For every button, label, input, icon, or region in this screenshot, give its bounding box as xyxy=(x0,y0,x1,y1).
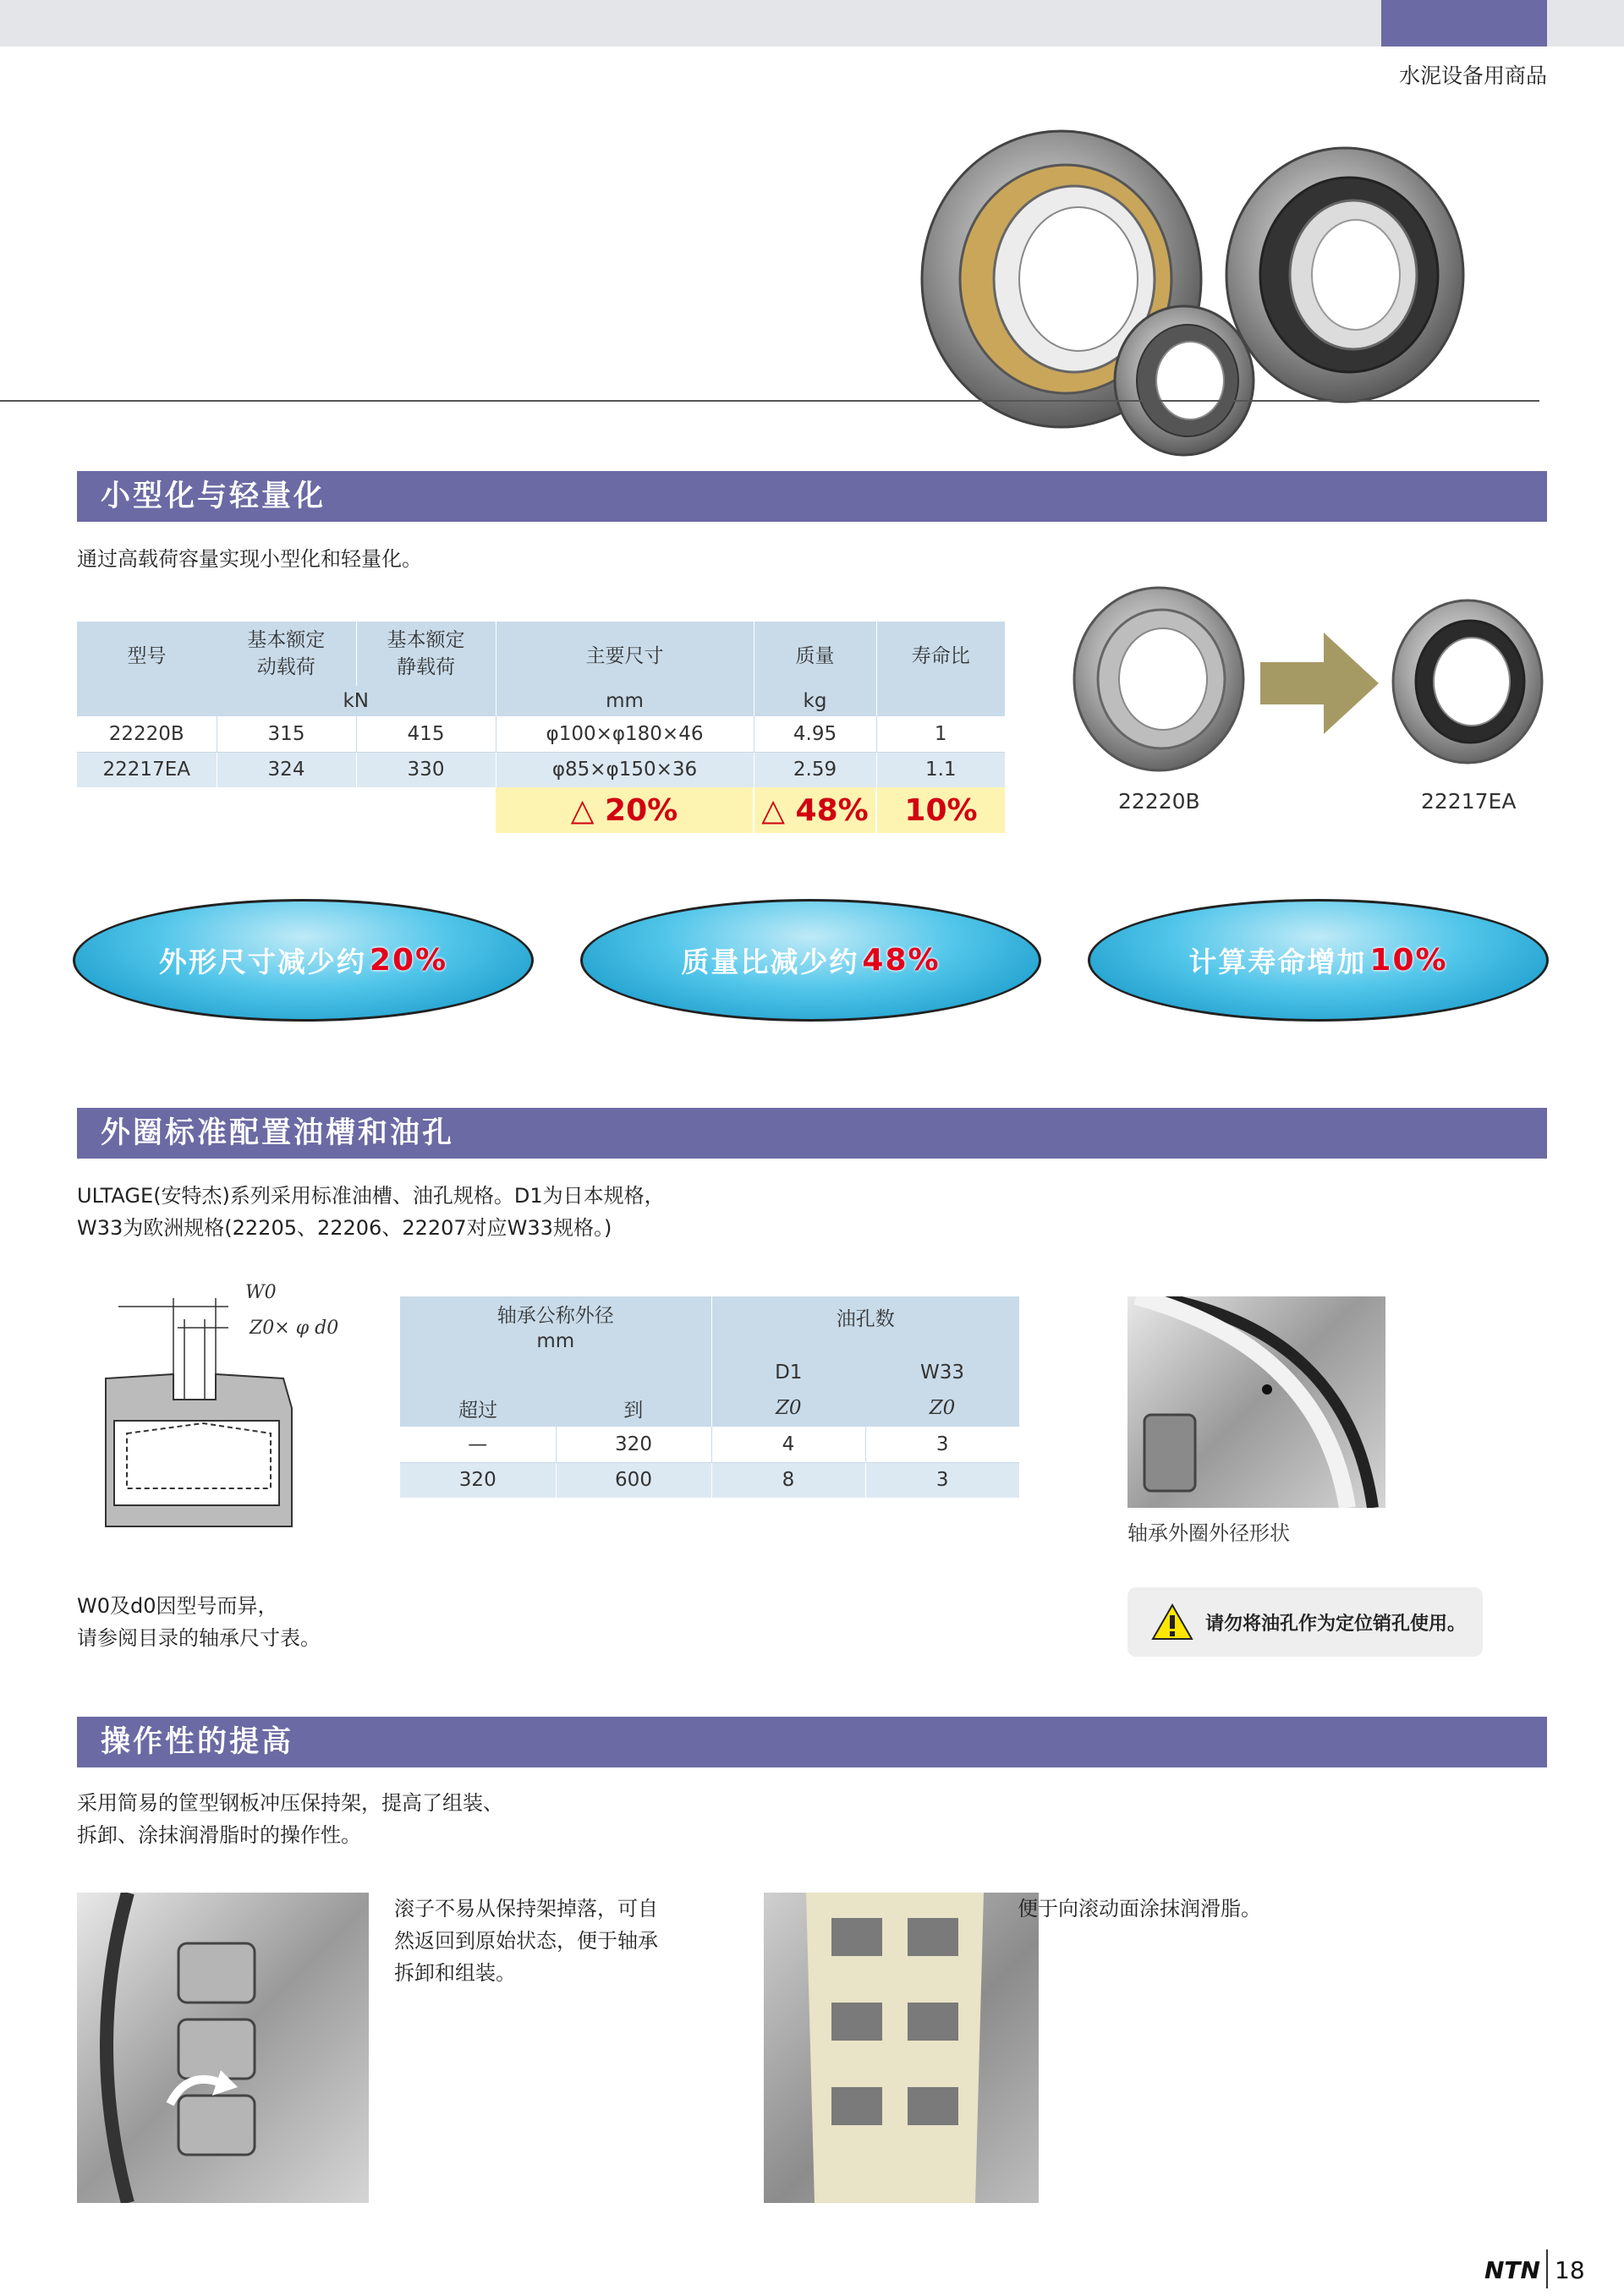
outer-ring-photo xyxy=(1127,1296,1385,1508)
diagram-z0-label: Z0× φ d0 xyxy=(250,1318,339,1339)
badge-size-reduction: 外形尺寸减少约 20% xyxy=(73,899,534,1022)
col-header-holes: 油孔数 xyxy=(711,1296,1019,1356)
hero-bearings-image xyxy=(905,118,1497,457)
table-row: — 320 4 3 xyxy=(400,1427,1019,1462)
warning-text: 请勿将油孔作为定位销孔使用。 xyxy=(1205,1613,1467,1635)
badge-life-increase: 计算寿命增加 10% xyxy=(1088,899,1549,1022)
desc-grease: 便于向滚动面涂抹润滑脂。 xyxy=(1018,1897,1261,1921)
section-title-oil-groove: 外圈标准配置油槽和油孔 xyxy=(77,1108,1547,1159)
category-label: 水泥设备用商品 xyxy=(1398,63,1547,88)
compare-label-right: 22217EA xyxy=(1421,789,1517,814)
grease-photo xyxy=(764,1893,1039,2203)
unit-mass: kg xyxy=(754,686,876,716)
unit-load: kN xyxy=(343,690,370,712)
col-header-mass: 质量 xyxy=(754,622,876,686)
diff-dims: △ 20% xyxy=(496,787,754,833)
spec-comparison-table xyxy=(77,622,1005,833)
section2-note: W0及d0因型号而异， 请参阅目录的轴承尺寸表。 xyxy=(77,1594,321,1650)
col-header-life: 寿命比 xyxy=(876,622,1005,686)
warning-icon xyxy=(1151,1603,1193,1641)
footer-divider xyxy=(1546,2249,1548,2288)
cage-roller-photo xyxy=(77,1893,369,2203)
top-band xyxy=(0,0,1624,47)
desc-roller: 滚子不易从保持架掉落，可自 然返回到原始状态，便于轴承 拆卸和组装。 xyxy=(394,1897,658,1985)
col-header-w33: W33 xyxy=(919,1362,964,1384)
oil-groove-diagram xyxy=(102,1273,355,1543)
unit-dims: mm xyxy=(496,686,754,716)
page-number: 18 xyxy=(1555,2256,1585,2284)
col-header-to: 到 xyxy=(623,1399,644,1422)
warning-box xyxy=(1127,1587,1483,1657)
ntn-logo: NTN xyxy=(1484,2256,1540,2284)
diff-mass: △ 48% xyxy=(754,787,876,833)
compare-label-left: 22220B xyxy=(1118,789,1200,814)
col-header-dynamic: 基本额定 动载荷 xyxy=(247,629,326,678)
col-header-d1: D1 xyxy=(711,1356,865,1389)
divider-line xyxy=(0,400,1539,402)
diff-life: 10% xyxy=(876,787,1005,833)
col-header-over: 超过 xyxy=(458,1399,497,1422)
section-title-operability: 操作性的提高 xyxy=(77,1717,1547,1767)
top-accent xyxy=(1381,0,1547,47)
table-row: 320 600 8 3 xyxy=(400,1462,1019,1498)
badge-mass-reduction: 质量比减少约 48% xyxy=(580,899,1041,1022)
col-header-dims: 主要尺寸 xyxy=(496,622,754,686)
oil-hole-table: 轴承公称外径 mm 油孔数 D1 W33 超过 到 Z0 Z0 — 320 4 3 320 600 8 3 xyxy=(400,1296,1019,1498)
section-title-miniaturization: 小型化与轻量化 xyxy=(77,471,1547,522)
table-row: 22220B 315 415 φ100×φ180×46 4.95 1 xyxy=(77,716,1005,752)
section3-intro: 采用简易的筐型钢板冲压保持架，提高了组装、 拆卸、涂抹润滑脂时的操作性。 xyxy=(77,1791,503,1847)
section2-intro: ULTAGE(安特杰)系列采用标准油槽、油孔规格。D1为日本规格， W33为欧洲规格(22205、22206、22207对应W33规格。) xyxy=(77,1184,665,1240)
outer-ring-caption: 轴承外圈外径形状 xyxy=(1127,1521,1290,1545)
bearing-comparison-image xyxy=(1070,582,1556,785)
col-header-model: 型号 xyxy=(127,644,167,667)
table-row: 22217EA 324 330 φ85×φ150×36 2.59 1.1 xyxy=(77,752,1005,787)
col-header-static: 基本额定 静载荷 xyxy=(356,622,496,686)
diagram-w0-label: W0 xyxy=(245,1282,277,1303)
col-header-outer-diameter: 轴承公称外径 mm xyxy=(497,1305,614,1352)
section1-intro: 通过高载荷容量实现小型化和轻量化。 xyxy=(77,547,422,571)
